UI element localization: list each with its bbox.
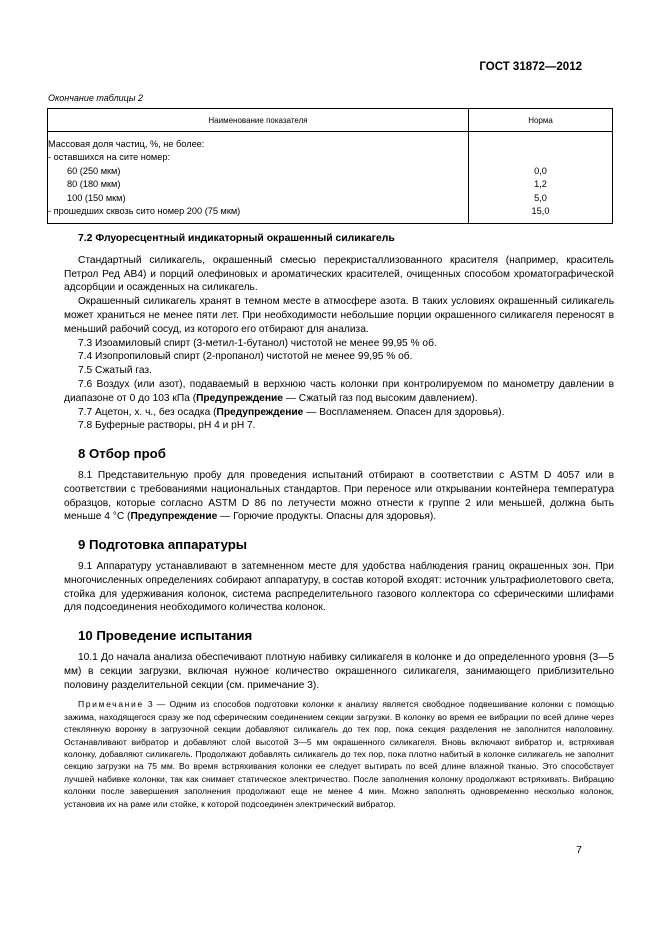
document-body	[64, 232, 614, 810]
warning-label: Предупреждение	[196, 392, 283, 404]
table-row-name: Массовая доля частиц, %, не более:	[48, 139, 205, 149]
table-row-norm: 0,0	[534, 165, 547, 176]
table-body-row	[48, 132, 613, 224]
table-row-name: 80 (180 мкм)	[67, 179, 121, 190]
section-10-title: 10 Проведение испытания	[78, 628, 253, 644]
warning-label: Предупреждение	[216, 406, 304, 418]
document-id: ГОСТ 31872—2012	[479, 61, 582, 73]
table-row-norm	[469, 151, 612, 164]
warning-label: Предупреждение	[130, 511, 218, 523]
note-3: Примечание 3 — Одним из способов подготовки колонки к анализу является свободное подвешивание колонки с помощью зажима, находящегося сразу же под сферическим соединением секции загрузки. В колонку во время ее вибрации по всей длине через стеклянную воронку в загрузочной секции добавляют силикагель до тех пор, пока секция разделения не заполнится наполовину. Останавливают вибратор и добавляют слой высотой 3—5 мм окрашенного силикагеля. Вновь включают вибратор и, встряхивая колонку, добавляют силикагель. Продолжают добавлять силикагель до тех пор, пока плотно набитый в колонке силикагель не заполнит секцию загрузки на 75 мм. Во время встряхивания колонки ее следует вытирать по всей длине влажной тканью. Это способствует лучшей набивке колонки, так как снимает статическое электричество. После заполнения колонку продолжают встряхивать. Вибрацию колонки после завершения заполнения продолжают еще не менее 4 мин. Можно заполнять одновременно несколько колонок, установив их на раме или стойке, к которой подсоединен электрический вибратор.	[64, 699, 614, 809]
section-7-2-title: 7.2 Флуоресцентный индикаторный окрашенный силикагель	[78, 233, 395, 244]
section-8-title: 8 Отбор проб	[78, 446, 166, 462]
table-row-name: - прошедших сквозь сито номер 200 (75 мкм)	[48, 205, 241, 216]
table-row-norm: 15,0	[531, 205, 550, 216]
paragraph-7-8: 7.8 Буферные растворы, pH 4 и pH 7.	[78, 420, 256, 432]
paragraph-7-7: 7.7 Ацетон, х. ч., без осадка (Предупреждение — Воспламеняем. Опасен для здоровья).	[78, 406, 505, 418]
paragraph-7-3: 7.3 Изоамиловый спирт (3-метил-1-бутанол) чистотой не менее 99,95 % об.	[78, 337, 437, 349]
column-header-norm: Норма	[469, 109, 613, 132]
paragraph-7-2-2: Окрашенный силикагель хранят в темном месте в атмосфере азота. В таких условиях окрашенный силикагель может храниться не менее пяти лет. При необходимости небольшие порции окрашенного силикагеля переносят в меньший рабочий сосуд, из которого его отбирают для анализа.	[64, 296, 614, 335]
properties-table	[47, 108, 613, 224]
paragraph-8-1: 8.1 Представительную пробу для проведения испытаний отбирают в соответствии с ASTM D 4057 или в соответствии с требованиями национальных стандартов. При переносе или открывании контейнера температура образцов, которые согласно ASTM D 86 по летучести можно отнести к группе 2 или меньшей, должна быть меньше 4 °С (Предупреждение — Горючие продукты. Опасны для здоровья).	[64, 469, 614, 523]
note-label: Примечание	[78, 699, 144, 710]
page-number: 7	[576, 844, 582, 856]
paragraph-7-4: 7.4 Изопропиловый спирт (2-пропанол) чистотой не менее 99,95 % об.	[78, 351, 413, 363]
paragraph-9-1: 9.1 Аппаратуру устанавливают в затемненном месте для удобства наблюдения границ окрашенных зон. При многочисленных определениях собирают аппаратуру, в состав которой входят: источник ультрафиолетового света, стойка для удерживания колонок, система распределительного газового коллектора со сферическими шлифами для подсоединения необходимого количества колонок.	[64, 560, 614, 614]
table-row-name: 100 (150 мкм)	[67, 192, 126, 203]
table-row-norm: 5,0	[534, 192, 547, 203]
table-row-name: - оставшихся на сите номер:	[48, 152, 171, 163]
table-row-norm	[469, 138, 612, 151]
paragraph-7-5: 7.5 Сжатый газ.	[78, 365, 152, 377]
paragraph-10-1: 10.1 До начала анализа обеспечивают плотную набивку силикагеля в колонке и до определенного уровня (3—5 мм) в секции загрузки, включая нужное количество окрашенного силикагеля, занимающего приблизительно половину разделительной секции (см. примечание 3).	[64, 651, 614, 691]
table-caption: Окончание таблицы 2	[48, 93, 143, 103]
table-row-name: 60 (250 мкм)	[67, 165, 121, 176]
section-9-title: 9 Подготовка аппаратуры	[78, 537, 248, 553]
column-header-property: Наименование показателя	[48, 109, 469, 132]
paragraph-7-2-1: Стандартный силикагель, окрашенный смесью перекристаллизованного красителя (например, краситель Петрол Ред АВ4) и порций олефиновых и ароматических красителей, очищенных способом хроматографической адсорбции и осажденных на силикагель.	[64, 254, 614, 294]
table-row-norm: 1,2	[534, 179, 547, 190]
paragraph-7-6: 7.6 Воздух (или азот), подаваемый в верхнюю часть колонки при контролируемом по манометру давлении в диапазоне от 0 до 103 кПа (Предупреждение — Сжатый газ под высоким давлением).	[64, 378, 614, 404]
